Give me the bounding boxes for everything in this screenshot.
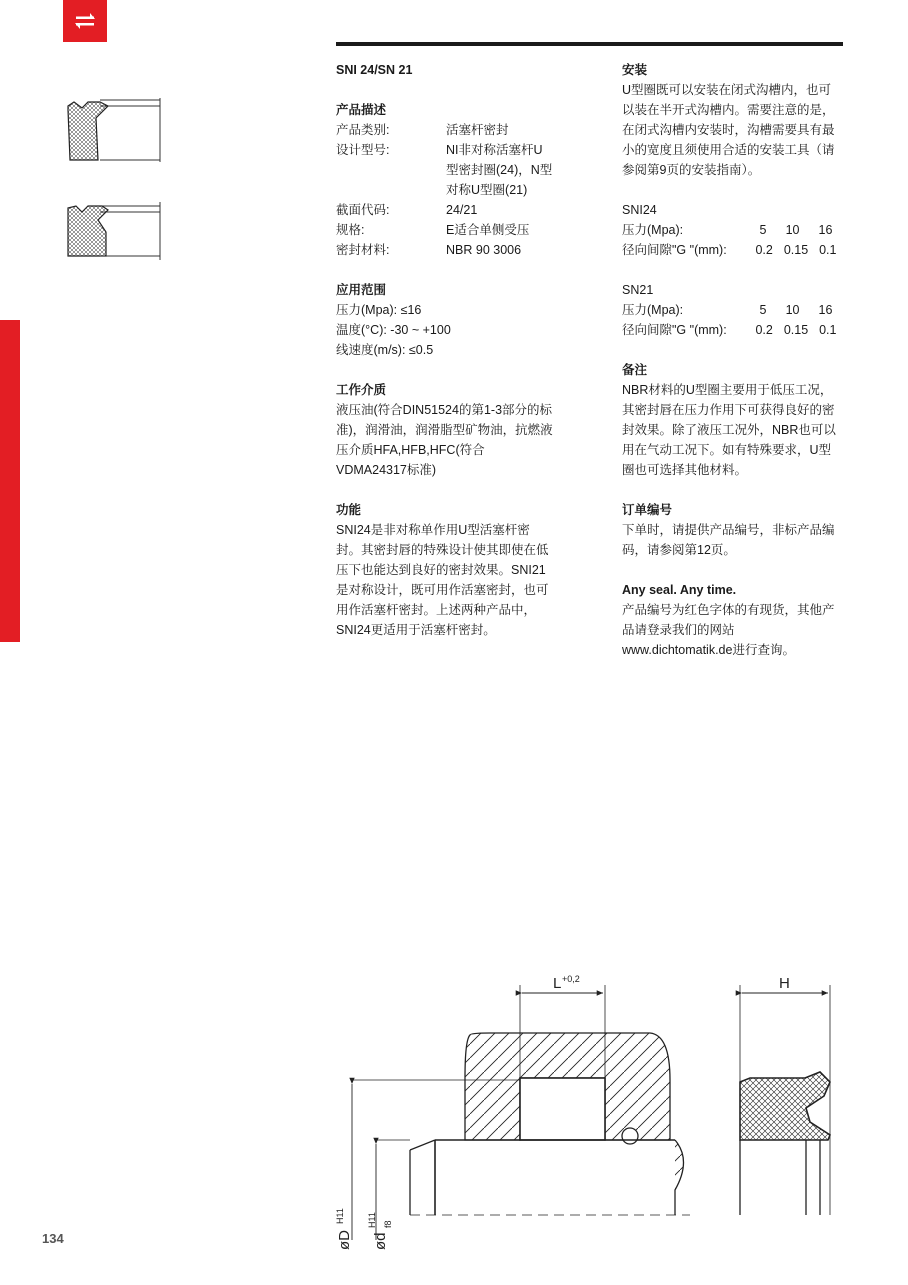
spec-sn21-name: SN21 [622, 283, 654, 297]
dim-l-tolerance: +0,2 [562, 974, 580, 984]
right-column [622, 60, 842, 660]
ordering-heading: 订单编号 [622, 503, 673, 517]
dim-d-inner-label: ød [372, 1232, 389, 1250]
desc-row-design: 设计型号: NI非对称活塞杆U型密封圈(24)，N型对称U型圈(21) [336, 143, 553, 197]
sn21-profile-thumbnail [60, 198, 164, 264]
dim-d-outer-tolerance: H11 [335, 1208, 345, 1224]
dim-d-inner-sup: H11 [367, 1212, 377, 1228]
spec-sni24-name: SNI24 [622, 203, 657, 217]
dim-l-label: L [553, 975, 562, 992]
left-column [336, 60, 554, 640]
function-heading: 功能 [336, 503, 362, 517]
spec-sn21-pressure: 压力(Mpa): 5 10 16 [622, 303, 833, 317]
desc-row-section-code: 截面代码: 24/21 [336, 203, 478, 217]
spec-sn21-gap: 径向间隙"G "(mm): 0.2 0.15 0.1 [622, 323, 837, 337]
function-text: SNI24是非对称单作用U型活塞杆密封。其密封唇的特殊设计使其即使在低压下也能达到良好的密封效果。SNI21是对称设计，既可用作活塞密封，也可用作活塞杆密封。上述两种产品中，SNI24更适用于活塞杆密封。 [336, 523, 549, 637]
slogan-text: 产品编号为红色字体的有现货，其他产品请登录我们的网站www.dichtomatik.de进行查询。 [622, 603, 835, 657]
dim-d-outer-label: øD [336, 1230, 353, 1250]
product-title: SNI 24/SN 21 [336, 63, 413, 77]
slogan-heading: Any seal. Any time. [622, 583, 737, 597]
installation-heading: 安装 [622, 63, 648, 77]
installation-text: U型圈既可以安装在闭式沟槽内，也可以装在半开式沟槽内。需要注意的是，在闭式沟槽内安装时，沟槽需要具有最小的宽度且须使用合适的安装工具（请参阅第9页的安装指南）。 [622, 83, 835, 177]
dim-h-label: H [779, 975, 790, 992]
sni24-profile-thumbnail [60, 96, 164, 166]
media-heading: 工作介质 [336, 383, 387, 397]
spec-sni24-gap: 径向间隙"G "(mm): 0.2 0.15 0.1 [622, 243, 837, 257]
page-number: 134 [42, 1231, 64, 1246]
notes-text: NBR材料的U型圈主要用于低压工况，其密封唇在压力作用下可获得良好的密封效果。除了液压工况外，NBR也可以用在气动工况下。如有特殊要求，U型圈也可选择其他材料。 [622, 383, 836, 477]
desc-row-spec: 规格: E适合单侧受压 [336, 223, 530, 237]
application-heading: 应用范围 [336, 283, 387, 297]
media-text: 液压油(符合DIN51524的第1-3部分的标准)，润滑油，润滑脂型矿物油，抗燃液压介质HFA,HFB,HFC(符合VDMA24317标准) [336, 403, 553, 477]
ordering-text: 下单时，请提供产品编号，非标产品编码，请参阅第12页。 [622, 523, 835, 557]
spec-sni24-pressure: 压力(Mpa): 5 10 16 [622, 223, 833, 237]
installation-drawing [330, 960, 870, 1260]
description-heading: 产品描述 [336, 103, 387, 117]
desc-row-material: 密封材料: NBR 90 3006 [336, 243, 522, 257]
application-speed: 线速度(m/s): ≤0.5 [336, 343, 434, 357]
top-rule [336, 42, 843, 46]
notes-heading: 备注 [622, 363, 648, 377]
dim-d-inner-sub: f8 [383, 1220, 393, 1228]
application-temperature: 温度(°C): -30 ~ +100 [336, 323, 451, 337]
brand-logo [63, 0, 107, 42]
double-arrow-icon [73, 10, 97, 32]
application-pressure: 压力(Mpa): ≤16 [336, 303, 422, 317]
side-accent-bar [0, 320, 20, 642]
desc-row-category: 产品类别: 活塞杆密封 [336, 123, 509, 137]
